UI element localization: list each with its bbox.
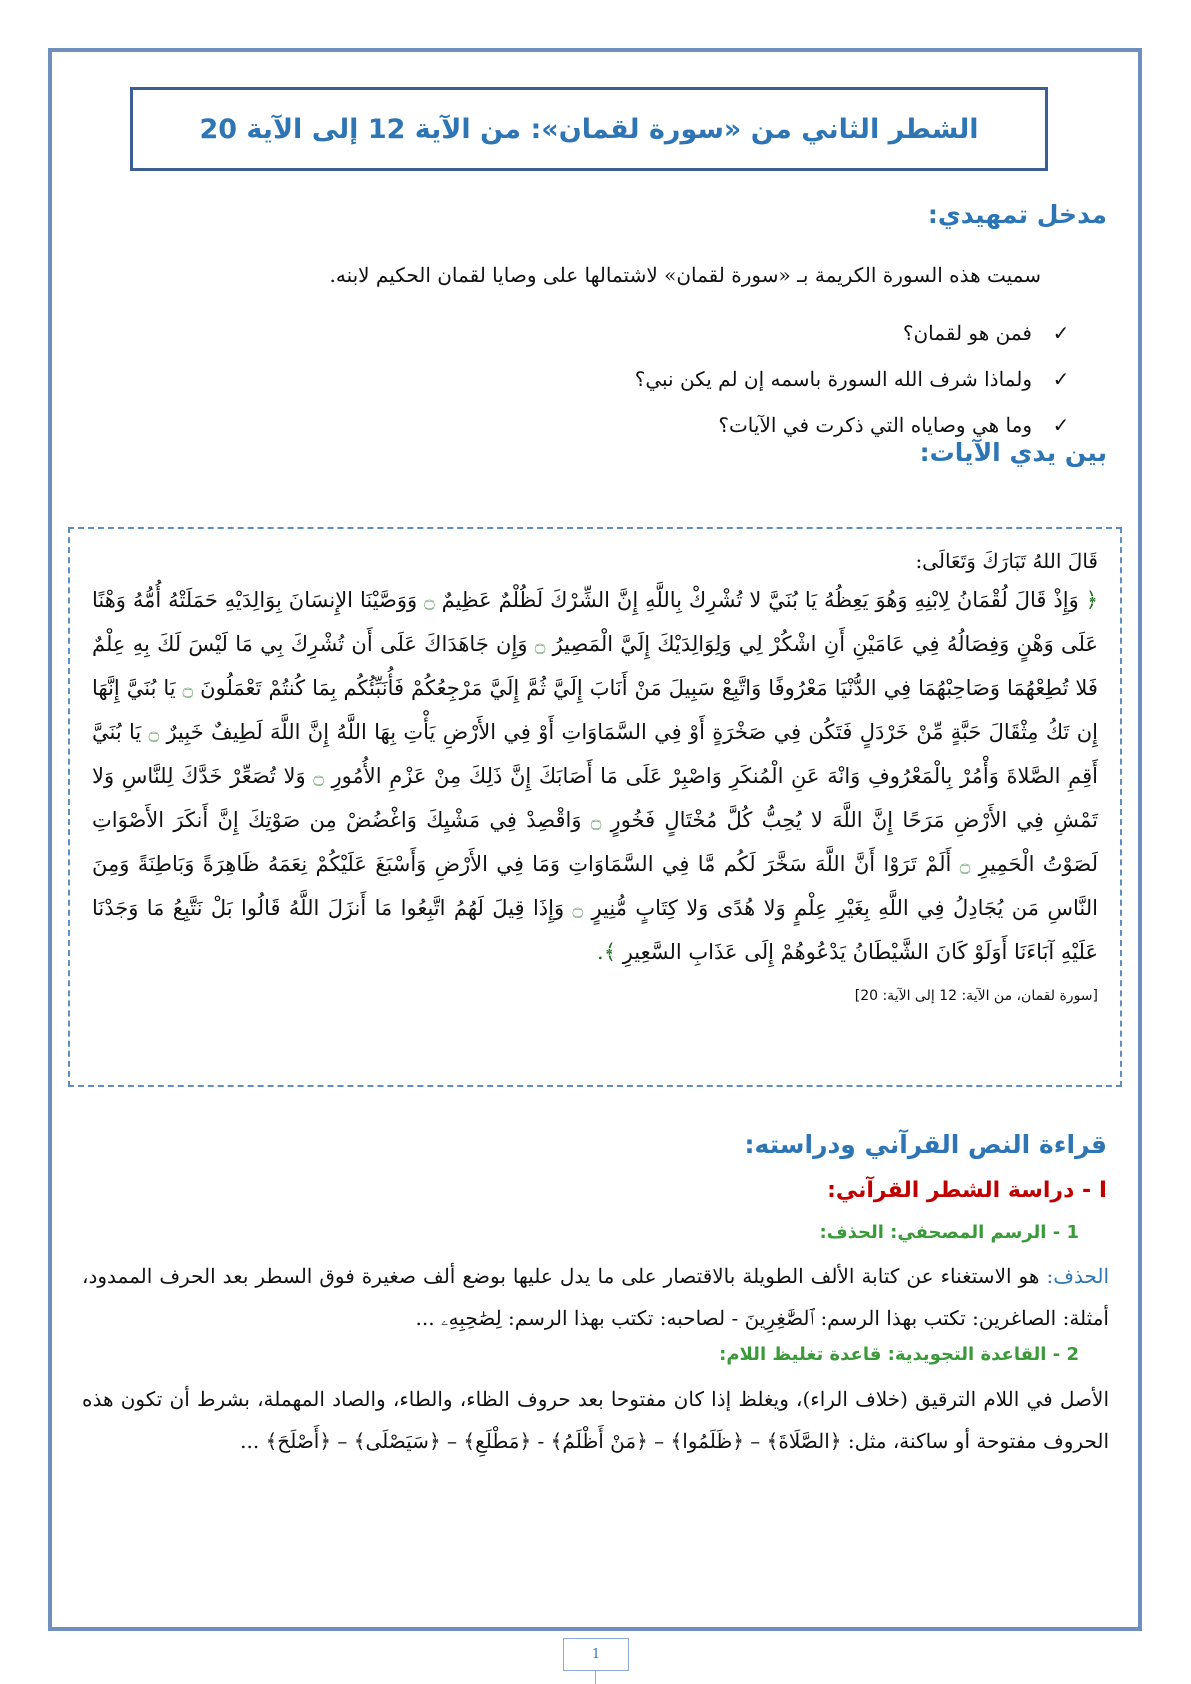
verse-segment: وَإِذْ قَالَ لُقْمَانُ لِابْنِهِ وَهُوَ يَعِظُهُ يَا بُنَيَّ لا تُشْرِكْ بِاللَّهِ إِنَّ الشِّرْكَ لَظُلْمٌ عَظِيمٌ	[441, 588, 1079, 612]
verse-end-mark-icon: ۝	[313, 767, 324, 788]
intro-text: سميت هذه السورة الكريمة بـ «سورة لقمان» لاشتمالها على وصايا لقمان الحكيم لابنه.	[329, 263, 1041, 287]
verses-heading: بين يدي الآيات:	[919, 438, 1107, 467]
checkmark-icon: ✓	[1052, 367, 1070, 391]
question-text: وما هي وصاياه التي ذكرت في الآيات؟	[718, 413, 1032, 437]
verse-end-mark-icon: ۝	[959, 855, 971, 876]
verse-intro: قَالَ اللهُ تَبَارَكَ وَتَعَالَى:	[915, 549, 1098, 573]
verse-segment: وَوَصَّيْنَا الإِنسَانَ بِوَالِدَيْهِ حَمَلَتْهُ أُمُّهُ وَهْنًا عَلَى وَهْنٍ وَفِصَالُهُ فِي عَامَيْنِ أَنِ اشْكُرْ لِي وَلِوَالِدَيْكَ إِلَيَّ الْمَصِيرُ	[92, 588, 1098, 656]
verses-box	[68, 527, 1122, 1087]
checkmark-icon: ✓	[1052, 413, 1070, 437]
questions-list	[635, 310, 1076, 448]
verse-segment: يَا بُنَيَّ أَقِمِ الصَّلاةَ وَأْمُرْ بِالْمَعْرُوفِ وَانْهَ عَنِ الْمُنكَرِ وَاصْبِرْ عَلَى مَا أَصَابَكَ إِنَّ ذَلِكَ مِنْ عَزْمِ الأُمُورِ	[92, 720, 1098, 788]
term-label: الحذف:	[1046, 1264, 1109, 1288]
verse-end-mark-icon: ۝	[148, 723, 160, 744]
subheading-tajweed: 2 - القاعدة التجويدية: قاعدة تغليظ اللام:	[719, 1344, 1079, 1365]
verse-end-mark-icon: ۝	[534, 635, 546, 656]
paragraph-rasm	[82, 1255, 1109, 1339]
page-number-text: 1	[591, 1647, 601, 1662]
paragraph-text: هو الاستغناء عن كتابة الألف الطويلة بالاقتصار على ما يدل عليها بوضع ألف صغيرة فوق السطر بعد الحرف الممدود، أمثلة: الصاغرين: تكتب بهذا الرسم: ٱلصَّٰغِرِينَ - لصاحبه: تكتب بهذا الرسم: لِصَٰحِبِهِۦ ...	[82, 1264, 1109, 1330]
question-text: ولماذا شرف الله السورة باسمه إن لم يكن نبي؟	[634, 367, 1032, 391]
verse-end-mark-icon: ۝	[590, 811, 602, 832]
checkmark-icon: ✓	[1052, 321, 1070, 345]
page-title	[130, 87, 1048, 171]
verse-segment: يَا بُنَيَّ إِنَّهَا إِن تَكُ مِثْقَالَ حَبَّةٍ مِّنْ خَرْدَلٍ فَتَكُن فِي صَخْرَةٍ أَوْ فِي السَّمَاوَاتِ أَوْ فِي الأَرْضِ يَأْتِ بِهَا اللَّهُ إِنَّ اللَّهَ لَطِيفٌ خَبِيرٌ	[92, 676, 1098, 744]
page-number	[563, 1638, 629, 1671]
question-text: فمن هو لقمان؟	[902, 321, 1032, 345]
verse-close-bracket: ﴾.	[597, 940, 617, 964]
verse-end-mark-icon: ۝	[572, 899, 584, 920]
verse-segment: وَإِذَا قِيلَ لَهُمُ اتَّبِعُوا مَا أَنزَلَ اللَّهُ قَالُوا بَلْ نَتَّبِعُ مَا وَجَدْنَا عَلَيْهِ آبَاءَنَا أَوَلَوْ كَانَ الشَّيْطَانُ يَدْعُوهُمْ إِلَى عَذَابِ السَّعِيرِ	[92, 896, 1098, 964]
page-title-text: الشطر الثاني من «سورة لقمان»: من الآية 12 إلى الآية 20	[199, 113, 979, 145]
study-heading: قراءة النص القرآني ودراسته:	[744, 1130, 1107, 1159]
verse-segment: وَإِن جَاهَدَاكَ عَلَى أَن تُشْرِكَ بِي مَا لَيْسَ لَكَ بِهِ عِلْمٌ فَلا تُطِعْهُمَا وَصَاحِبْهُمَا فِي الدُّنْيَا مَعْرُوفًا وَاتَّبِعْ سَبِيلَ مَنْ أَنَابَ إِلَيَّ ثُمَّ إِلَيَّ مَرْجِعُكُمْ فَأُنَبِّئُكُم بِمَا كُنتُمْ تَعْمَلُونَ	[92, 632, 1098, 700]
verse-end-mark-icon: ۝	[424, 591, 435, 612]
verse-segment: أَلَمْ تَرَوْا أَنَّ اللَّهَ سَخَّرَ لَكُم مَّا فِي السَّمَاوَاتِ وَمَا فِي الأَرْضِ وَأَسْبَغَ عَلَيْكُمْ نِعَمَهُ ظَاهِرَةً وَبَاطِنَةً وَمِنَ النَّاسِ مَن يُجَادِلُ فِي اللَّهِ بِغَيْرِ عِلْمٍ وَلا هُدًى وَلا كِتَابٍ مُّنِيرٍ	[92, 852, 1098, 920]
intro-heading: مدخل تمهيدي:	[927, 200, 1107, 229]
verse-source: [سورة لقمان، من الآية: 12 إلى الآية: 20]	[854, 988, 1098, 1004]
paragraph-text: الأصل في اللام الترقيق (خلاف الراء)، ويغلظ إذا كان مفتوحا بعد حروف الظاء، والطاء، والصاد المهملة، بشرط أن تكون هذه الحروف مفتوحة أو ساكنة، مثل: ﴿الصَّلَاةَ﴾ – ﴿ظَلَمُوا﴾ – ﴿مَنْ أَظْلَمُ﴾ - ﴿مَطْلَعِ﴾ – ﴿سَيَصْلَى﴾ – ﴿أَصْلَحَ﴾ ...	[82, 1387, 1109, 1453]
verse-text	[92, 579, 1098, 974]
verse-end-mark-icon: ۝	[182, 679, 194, 700]
page-number-connector	[595, 1671, 596, 1684]
verse-open-bracket: ﴿	[1085, 588, 1098, 612]
verse-segment: وَلا تُصَعِّرْ خَدَّكَ لِلنَّاسِ وَلا تَمْشِ فِي الأَرْضِ مَرَحًا إِنَّ اللَّهَ لا يُحِبُّ كُلَّ مُخْتَالٍ فَخُورٍ	[92, 764, 1098, 832]
part-heading: I - دراسة الشطر القرآني:	[827, 1178, 1107, 1203]
verse-segment: وَاقْصِدْ فِي مَشْيِكَ وَاغْضُضْ مِن صَوْتِكَ إِنَّ أَنكَرَ الأَصْوَاتِ لَصَوْتُ الْحَمِيرِ	[92, 808, 1098, 876]
paragraph-tajweed	[82, 1378, 1109, 1462]
subheading-rasm: 1 - الرسم المصحفي: الحذف:	[819, 1222, 1079, 1243]
list-item	[635, 356, 1076, 402]
list-item	[635, 310, 1076, 356]
